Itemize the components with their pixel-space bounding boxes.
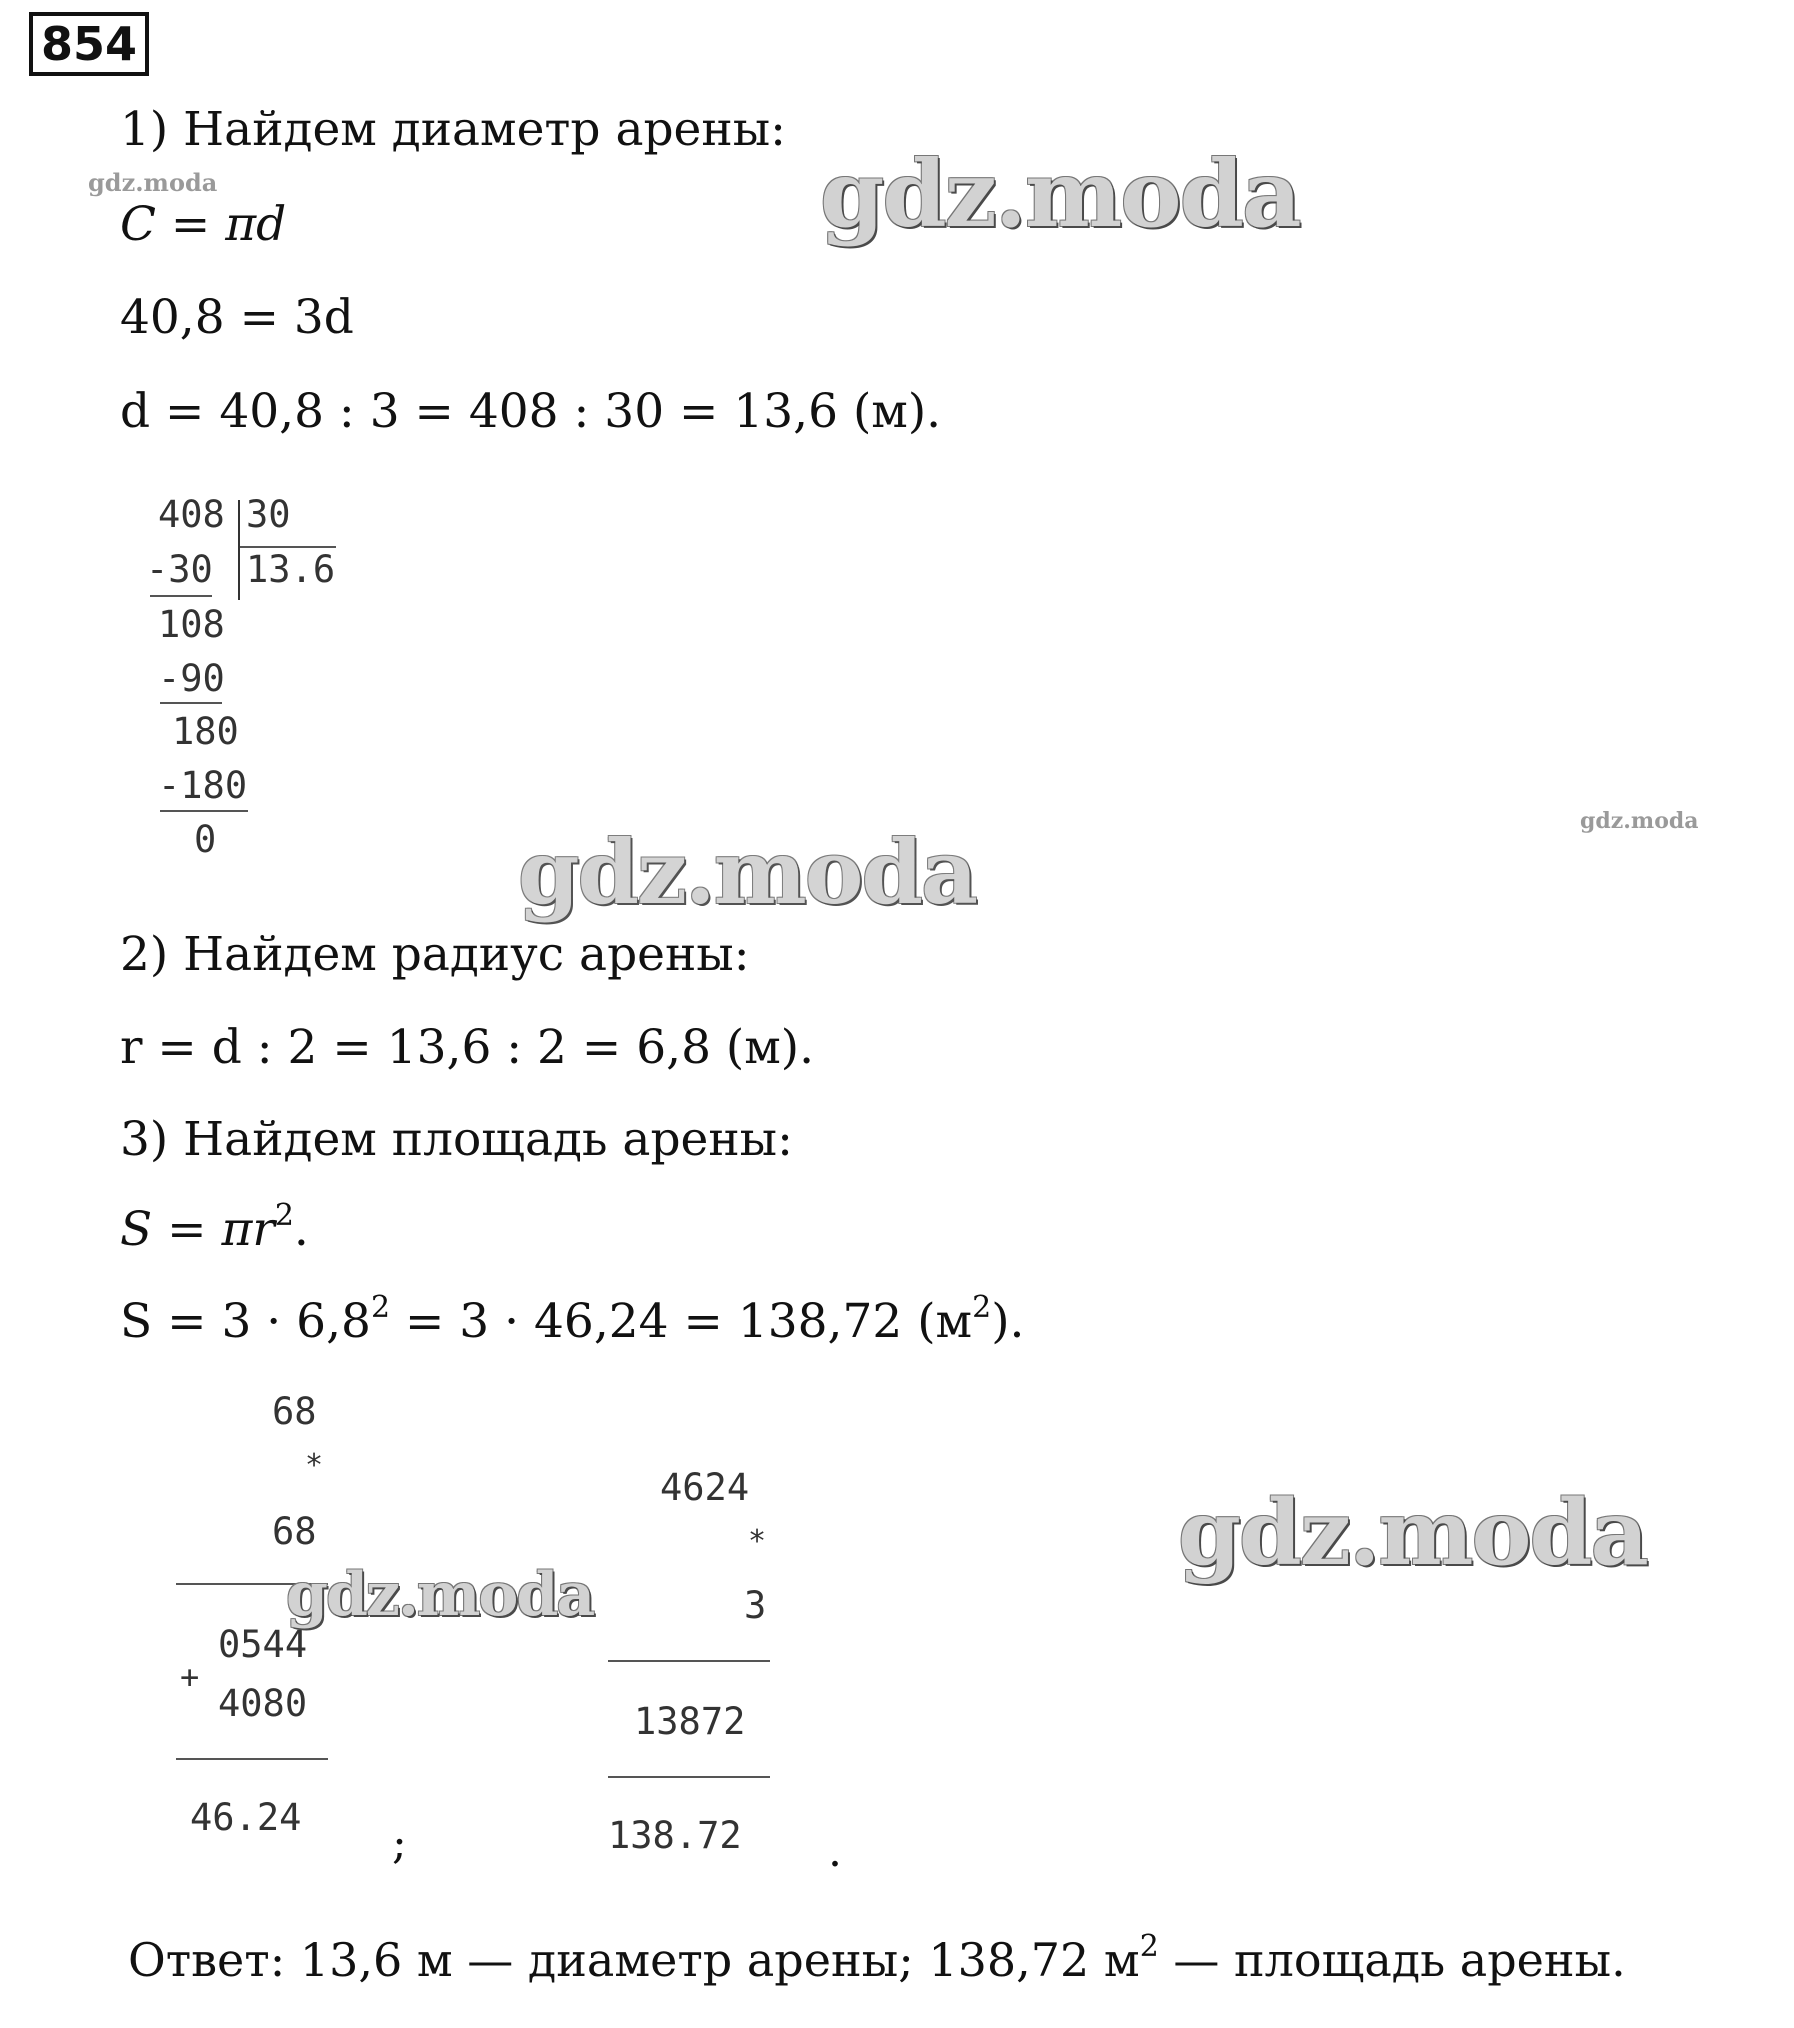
division-row: -30 [146, 548, 213, 591]
step3-calculation: $S = 3 \cdot 6,8^2 = 3 \cdot 46,24 = 138,72$ $(м^2)$. [120, 1290, 1025, 1349]
division-rule [160, 810, 248, 812]
mult1-separator: ; [392, 1818, 407, 1869]
mult2-b: 3 [744, 1584, 767, 1627]
mult2-a: 4624 [660, 1466, 750, 1509]
division-rule [150, 595, 212, 597]
step2-result: r = d : 2 = 13,6 : 2 = 6,8 (м). [120, 1020, 815, 1075]
mult2-result: 138.72 [608, 1814, 742, 1857]
division-dividend: 408 [158, 493, 225, 536]
mult2-partial: 13872 [634, 1700, 746, 1743]
mult1-b: 68 [272, 1510, 317, 1553]
division-bar [238, 500, 240, 600]
division-row: 0 [194, 818, 217, 861]
mult2-rule [608, 1660, 770, 1662]
mult1-plus: + [180, 1658, 200, 1696]
problem-number: 854 [29, 12, 149, 76]
mult2-op: * [748, 1524, 767, 1559]
mult1-result: 46.24 [190, 1796, 302, 1839]
mult1-rule [176, 1758, 328, 1760]
division-row: 108 [158, 603, 225, 646]
watermark-large: gdz.moda [518, 820, 977, 924]
step3-formula: $S = \pi r^2$. [120, 1198, 309, 1257]
step3-heading: 3) Найдем площадь арены: [120, 1112, 793, 1167]
mult1-op: * [305, 1448, 324, 1483]
division-divisor: 30 [246, 493, 291, 536]
step2-heading: 2) Найдем радиус арены: [120, 927, 750, 982]
watermark-small: gdz.moda [88, 168, 218, 197]
step1-result: d = 40,8 : 3 = 408 : 30 = 13,6 (м). [120, 384, 942, 439]
mult1-a: 68 [272, 1390, 317, 1433]
step1-formula: C = πd [120, 197, 287, 252]
answer: Ответ: 13,6 м — диаметр арены; 138,72 $м^2$ — площадь арены. [128, 1929, 1626, 1987]
step1-heading: 1) Найдем диаметр арены: [120, 102, 786, 157]
watermark-small: gdz.moda [1580, 808, 1699, 834]
mult1-partial: 0544 [218, 1623, 308, 1666]
division-row: 180 [172, 710, 239, 753]
watermark-medium: gdz.moda [286, 1560, 594, 1630]
division-row: -90 [158, 657, 225, 700]
step1-equation: 40,8 = 3d [120, 290, 354, 345]
mult1-partial: 4080 [218, 1682, 308, 1725]
mult2-end: . [828, 1826, 842, 1877]
watermark-large: gdz.moda [820, 140, 1300, 248]
watermark-large: gdz.moda [1178, 1480, 1647, 1586]
division-quotient: 13.6 [246, 548, 336, 591]
mult2-rule [608, 1776, 770, 1778]
division-row: -180 [158, 764, 248, 807]
division-rule [160, 702, 222, 704]
